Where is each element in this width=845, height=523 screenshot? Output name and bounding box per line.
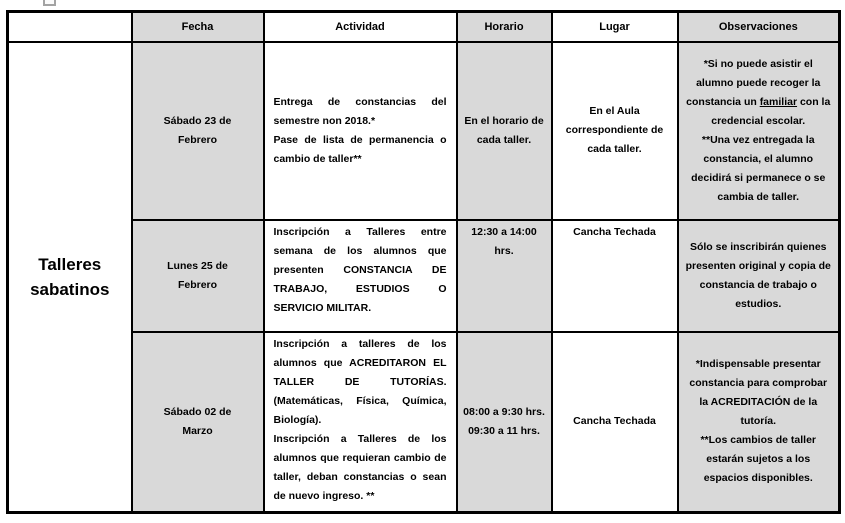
table-row (8, 42, 840, 220)
cell-horario-row3 (457, 332, 552, 513)
table-handle-icon[interactable] (43, 0, 56, 6)
cell-observaciones-row2 (678, 220, 840, 332)
schedule-table (6, 10, 841, 514)
cell-actividad-row1 (264, 42, 457, 220)
actividad-paragraph: Inscripción a talleres de los alumnos que ACREDITARON EL TALLER DE TUTORÍAS. (Matemáticas, Física, Química, Biología). (273, 337, 447, 426)
lugar-text: Cancha Techada (573, 415, 656, 428)
observaciones-paragraph: **Los cambios de taller estarán sujetos a los espacios disponibles. (700, 434, 817, 485)
lugar-text: Cancha Techada (573, 225, 656, 238)
col-header-observaciones: Observaciones (678, 12, 840, 42)
observaciones-paragraph (686, 55, 832, 131)
obs-underlined-word: familiar (759, 95, 798, 108)
obs-text-part: con la credencial escolar. (711, 95, 831, 127)
cell-fecha-row1 (132, 42, 264, 220)
side-label-cell (8, 42, 132, 513)
observaciones-paragraph: Sólo se inscribirán quienes presenten original y copia de constancia de trabajo o estudios. (685, 240, 831, 310)
col-header-actividad: Actividad (264, 12, 457, 42)
actividad-paragraph: Inscripción a Talleres entre semana de los alumnos que presenten CONSTANCIA DE TRABAJO, ESTUDIOS O SERVICIO MILITAR. (273, 225, 447, 314)
cell-fecha-row3 (132, 332, 264, 513)
cell-actividad-row2 (264, 220, 457, 332)
table-row (8, 332, 840, 513)
col-header-lugar: Lugar (552, 12, 678, 42)
actividad-paragraph: Pase de lista de permanencia o cambio de taller** (273, 133, 447, 165)
cell-lugar-row2 (552, 220, 678, 332)
observaciones-paragraph: **Una vez entregada la constancia, el alumno decidirá si permanece o se cambia de taller. (691, 133, 826, 203)
corner-cell (8, 12, 132, 42)
cell-observaciones-row1 (678, 42, 840, 220)
table-title: Talleres sabatinos (30, 254, 110, 299)
col-header-horario: Horario (457, 12, 552, 42)
horario-text: En el horario de cada taller. (464, 114, 544, 146)
col-header-fecha: Fecha (132, 12, 264, 42)
horario-text: 12:30 a 14:00 hrs. (471, 225, 537, 257)
cell-lugar-row1 (552, 42, 678, 220)
actividad-paragraph: Entrega de constancias del semestre non 2018.* (273, 95, 447, 127)
cell-observaciones-row3 (678, 332, 840, 513)
header-row (8, 12, 840, 42)
table-row (8, 220, 840, 332)
actividad-paragraph: Inscripción a Talleres de los alumnos que requieran cambio de taller, deban constancias o sean de nuevo ingreso. ** (273, 432, 447, 502)
horario-text: 09:30 a 11 hrs. (468, 424, 540, 437)
fecha-text: Sábado 02 de Marzo (163, 405, 232, 437)
horario-text: 08:00 a 9:30 hrs. (463, 405, 545, 418)
cell-lugar-row3 (552, 332, 678, 513)
fecha-text: Lunes 25 de Febrero (167, 259, 228, 291)
cell-horario-row1 (457, 42, 552, 220)
fecha-text: Sábado 23 de Febrero (163, 114, 232, 146)
cell-fecha-row2 (132, 220, 264, 332)
cell-actividad-row3 (264, 332, 457, 513)
obs-text-part: *Si no puede asistir el alumno puede recoger la constancia un (686, 57, 821, 108)
lugar-text: En el Aula correspondiente de cada taller. (565, 105, 664, 155)
observaciones-paragraph: *Indispensable presentar constancia para comprobar la ACREDITACIÓN de la tutoría. (689, 358, 828, 428)
cell-horario-row2 (457, 220, 552, 332)
